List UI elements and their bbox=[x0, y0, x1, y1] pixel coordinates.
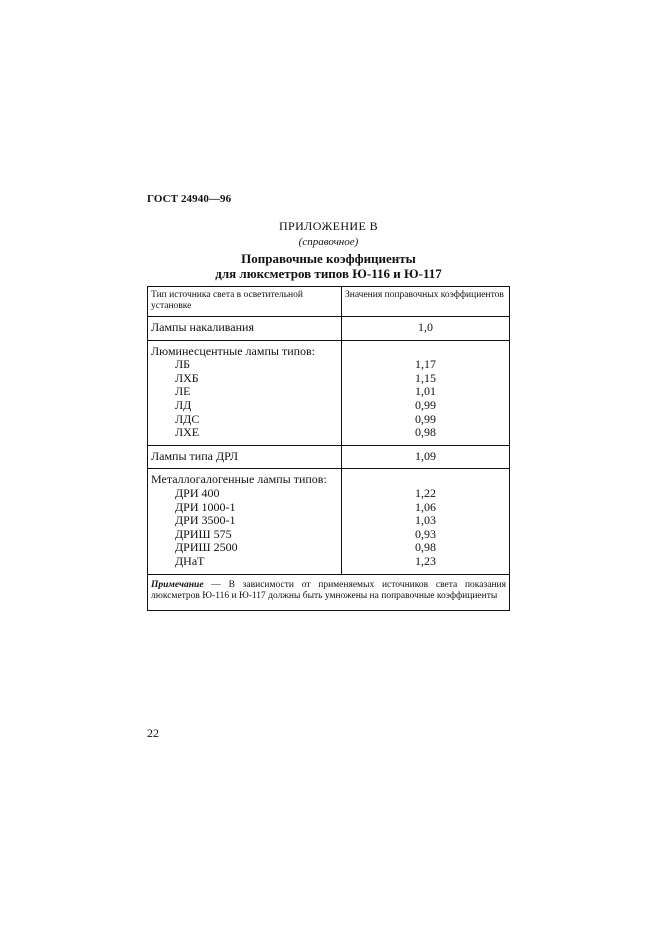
coefficient-value: 1,23 bbox=[415, 553, 436, 568]
coefficient-value: 1,15 bbox=[415, 370, 436, 385]
lamp-type: ЛД bbox=[175, 397, 192, 412]
header-coefficient-values: Значения поправочных коэффициентов bbox=[342, 287, 510, 317]
table-note bbox=[148, 574, 510, 610]
coefficient-value: 1,17 bbox=[415, 357, 436, 372]
fluorescent-group bbox=[148, 340, 342, 445]
coefficient-value: 0,99 bbox=[415, 411, 436, 426]
page-number: 22 bbox=[147, 726, 159, 740]
fluorescent-group-label: Люминесцентные лампы типов: bbox=[151, 343, 316, 358]
title-line-2: для люксметров типов Ю-116 и Ю-117 bbox=[215, 266, 442, 281]
appendix-reference: (справочное) bbox=[298, 236, 359, 248]
fluorescent-values bbox=[342, 340, 510, 445]
coefficient-value: 1,22 bbox=[415, 485, 436, 500]
lamp-type: ЛДС bbox=[175, 411, 200, 426]
table-row bbox=[148, 340, 510, 445]
lamp-type: ЛЕ bbox=[175, 384, 191, 399]
lamp-type: ЛХЕ bbox=[175, 425, 200, 440]
lamp-type: ЛБ bbox=[175, 357, 191, 372]
drl-value: 1,09 bbox=[342, 445, 510, 469]
coefficient-value: 0,98 bbox=[415, 425, 436, 440]
metal-halide-group bbox=[148, 469, 342, 574]
coefficient-value: 0,99 bbox=[415, 397, 436, 412]
table-row bbox=[148, 469, 510, 574]
table-header-row bbox=[148, 287, 510, 317]
coefficient-value: 1,03 bbox=[415, 513, 436, 528]
lamp-type: ДРИ 3500-1 bbox=[175, 513, 236, 528]
appendix-label: ПРИЛОЖЕНИЕ В bbox=[278, 219, 379, 233]
title-line-1: Поправочные коэффициенты bbox=[241, 251, 416, 266]
lamp-type: ДНаТ bbox=[175, 553, 205, 568]
metal-halide-values bbox=[342, 469, 510, 574]
lamp-type: ЛХБ bbox=[175, 370, 199, 385]
drl-name: Лампы типа ДРЛ bbox=[148, 445, 342, 469]
document-code: ГОСТ 24940—96 bbox=[147, 193, 232, 205]
note-label: Примечание bbox=[151, 579, 204, 590]
note-text: — В зависимости от применяемых источников света показания люксметров Ю-116 и Ю-117 должны быть умножены на поправочные коэффициенты bbox=[151, 579, 506, 601]
header-light-source-type: Тип источника света в осветительной установке bbox=[148, 287, 342, 317]
incandescent-value: 1,0 bbox=[342, 317, 510, 341]
table-row bbox=[148, 317, 510, 341]
lamp-type: ДРИШ 575 bbox=[175, 526, 232, 541]
coefficient-value: 0,98 bbox=[415, 540, 436, 555]
coefficient-value: 1,01 bbox=[415, 384, 436, 399]
incandescent-name: Лампы накаливания bbox=[148, 317, 342, 341]
lamp-type: ДРИ 1000-1 bbox=[175, 499, 236, 514]
note-row bbox=[148, 574, 510, 610]
metal-halide-group-label: Металлогалогенные лампы типов: bbox=[151, 472, 327, 487]
lamp-type: ДРИШ 2500 bbox=[175, 540, 238, 555]
lamp-type: ДРИ 400 bbox=[175, 485, 220, 500]
appendix-title bbox=[147, 251, 510, 281]
coefficient-value: 1,06 bbox=[415, 499, 436, 514]
coefficient-value: 0,93 bbox=[415, 526, 436, 541]
table-row bbox=[148, 445, 510, 469]
correction-coefficients-table bbox=[147, 286, 510, 611]
